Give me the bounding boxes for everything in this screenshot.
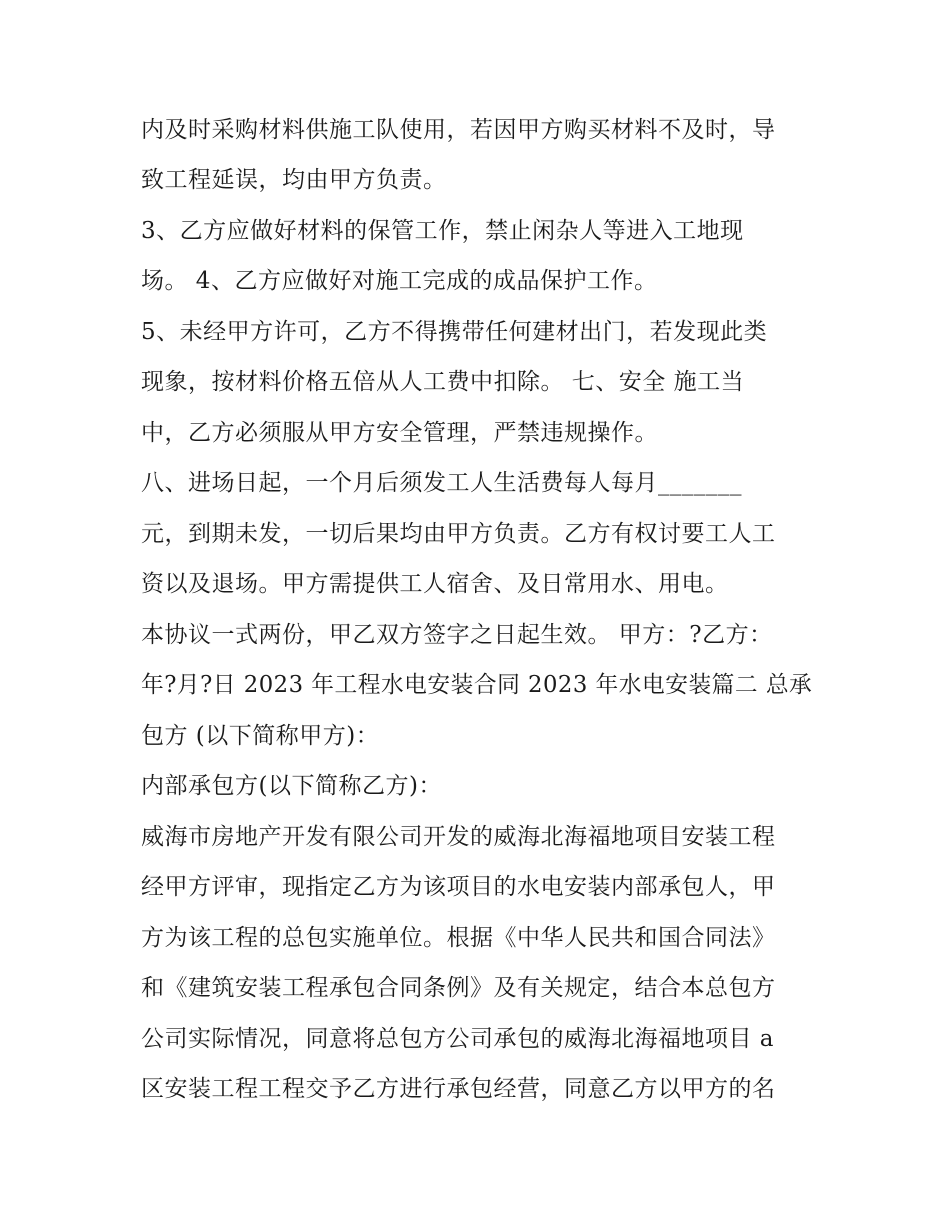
text-line: 内部承包方(以下简称乙方)： (141, 773, 442, 799)
text-line: 5、未经甲方许可，乙方不得携带任何建材出门，若发现此类 (141, 319, 768, 345)
text-line: 公司实际情况，同意将总包方公司承包的威海北海福地项目 a (141, 1026, 775, 1052)
text-line: 和《建筑安装工程承包合同条例》及有关规定，结合本总包方 (141, 975, 776, 1001)
text-line: 区安装工程工程交予乙方进行承包经营，同意乙方以甲方的名 (141, 1076, 776, 1102)
text-line: 内及时采购材料供施工队使用，若因甲方购买材料不及时，导 (141, 117, 776, 143)
text-line: 本协议一式两份，甲乙双方签字之日起生效。 甲方：?乙方： (141, 622, 773, 648)
text-line: 八、进场日起，一个月后须发工人生活费每人每月_______ (141, 470, 742, 496)
text-line: 威海市房地产开发有限公司开发的威海北海福地项目安装工程 (141, 824, 776, 850)
text-line: 资以及退场。甲方需提供工人宿舍、及日常用水、用电。 (141, 571, 729, 597)
text-line: 致工程延误，均由甲方负责。 (141, 167, 447, 193)
text-line: 方为该工程的总包实施单位。根据《中华人民共和国合同法》 (141, 925, 776, 951)
text-line: 经甲方评审，现指定乙方为该项目的水电安装内部承包人，甲 (141, 874, 776, 900)
text-line: 场。 4、乙方应做好对施工完成的成品保护工作。 (141, 268, 658, 294)
text-line: 现象，按材料价格五倍从人工费中扣除。 七、安全 施工当 (141, 369, 745, 395)
text-line: 元，到期未发，一切后果均由甲方负责。乙方有权讨要工人工 (141, 521, 776, 547)
text-line: 年?月?日 2023 年工程水电安装合同 2023 年水电安装篇二 总承 (141, 672, 813, 698)
text-line: 3、乙方应做好材料的保管工作，禁止闲杂人等进入工地现 (141, 218, 744, 244)
text-line: 中，乙方必须服从甲方安全管理，严禁违规操作。 (141, 420, 658, 446)
text-line: 包方 (以下简称甲方)： (141, 723, 380, 749)
